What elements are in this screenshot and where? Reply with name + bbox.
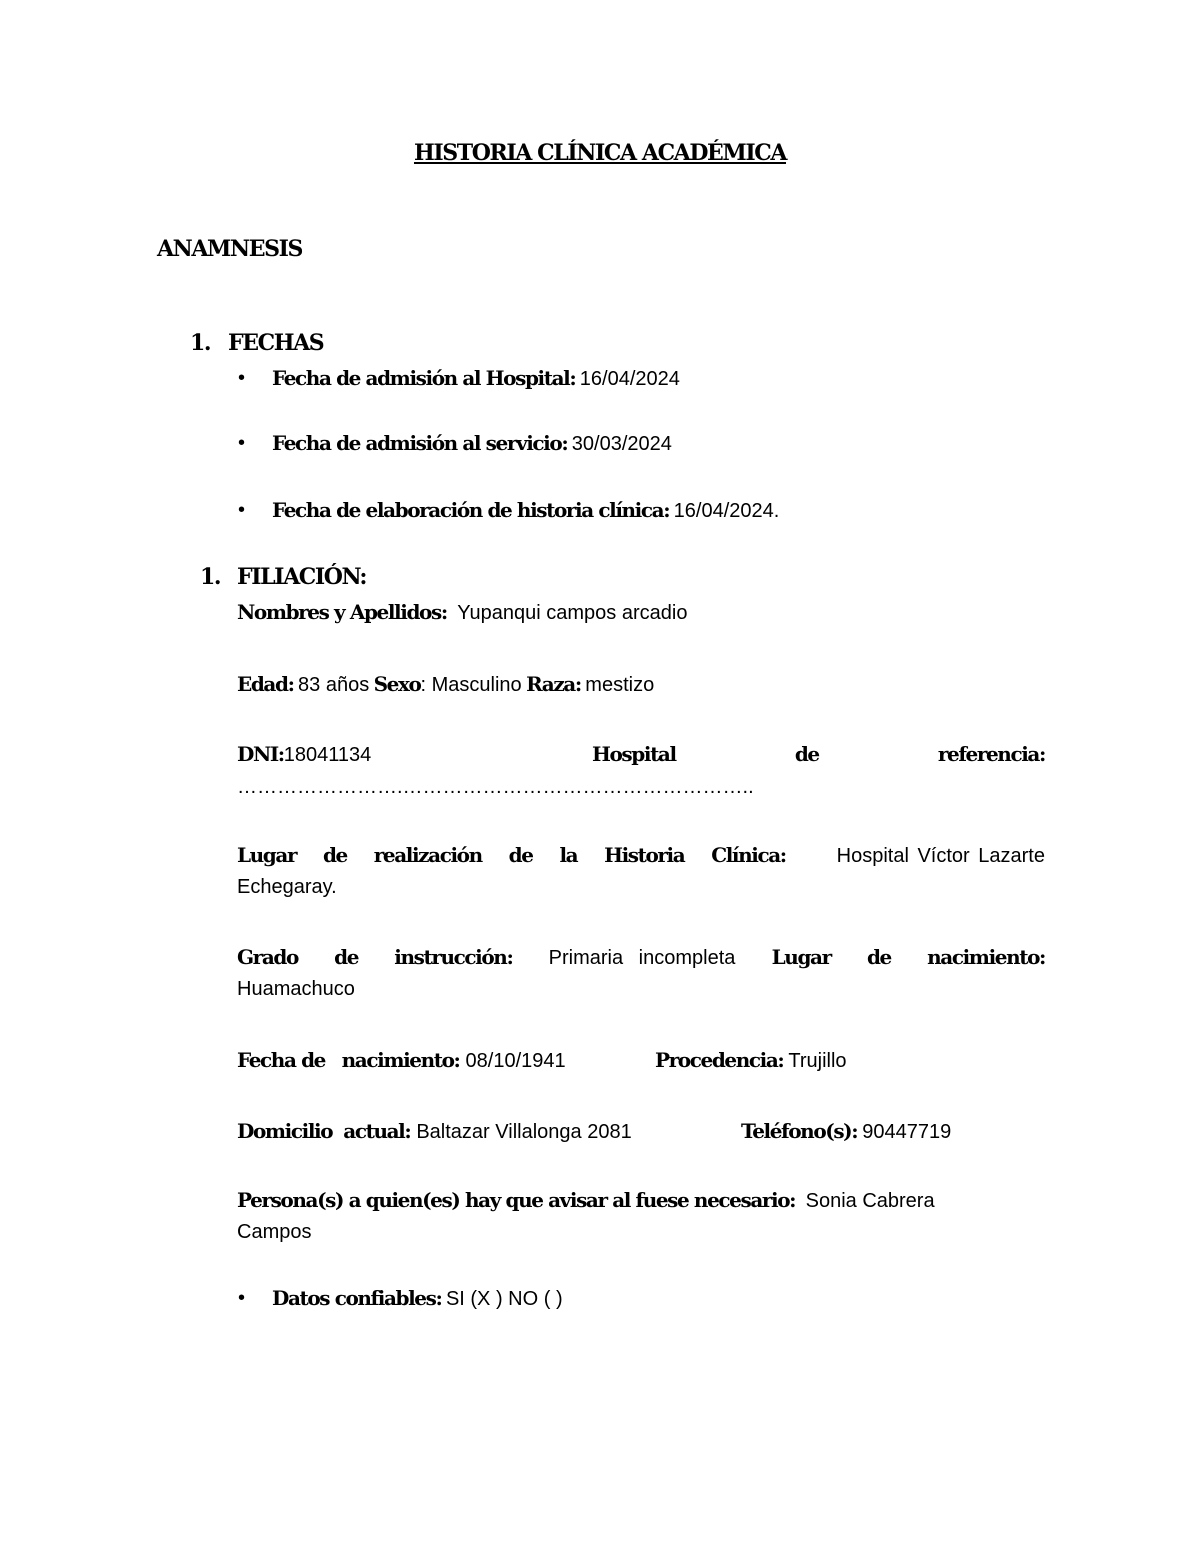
fecha-admision-servicio-value: 30/03/2024 — [571, 433, 672, 455]
lugar-historia-word: de — [508, 843, 533, 867]
edad-value: 83 años — [298, 674, 370, 696]
lugar-historia-word: la — [559, 843, 578, 867]
lugar-nac-value: Huamachuco — [237, 978, 355, 1000]
hospital-referencia-word: de — [794, 742, 819, 766]
nombres-label: Nombres y Apellidos: — [237, 600, 447, 624]
bullet-icon: • — [238, 499, 246, 521]
lugar-historia-value-cont: Echegaray. — [237, 876, 337, 898]
bullet-icon: • — [238, 432, 246, 454]
lugar-historia-value: Hospital Víctor Lazarte — [836, 845, 1045, 867]
raza-label: Raza: — [526, 672, 581, 696]
avisar-value-cont: Campos — [237, 1221, 312, 1243]
fecha-elaboracion — [272, 498, 779, 523]
fecha-elaboracion-value: 16/04/2024. — [673, 500, 780, 522]
avisar-value: Sonia Cabrera — [805, 1190, 935, 1212]
hospital-referencia-value: …………………….…………………………………………….. — [237, 776, 754, 798]
datos-confiables-label: Datos confiables: — [272, 1286, 442, 1310]
telefono-value: 90447719 — [862, 1121, 952, 1143]
grado-word: Grado — [237, 945, 298, 969]
grado-value: Primaria incompleta — [548, 947, 736, 969]
dni-label: DNI: — [237, 742, 284, 766]
lugar-nac-word: de — [866, 945, 891, 969]
lugar-historia-word: Clínica: — [711, 843, 786, 867]
fecha-admision-hospital-value: 16/04/2024 — [579, 368, 680, 390]
telefono-row — [741, 1119, 951, 1144]
nombres-row — [237, 600, 687, 625]
hospital-referencia-word: Hospital — [592, 742, 676, 766]
dni-value: 18041134 — [283, 744, 372, 766]
fecha-nac-row — [237, 1048, 566, 1073]
sexo-value: : Masculino — [420, 674, 522, 696]
sexo-label: Sexo — [373, 672, 421, 696]
bullet-icon: • — [238, 367, 246, 389]
lugar-nac-word: nacimiento: — [927, 945, 1045, 969]
lugar-historia-word: de — [322, 843, 347, 867]
lugar-historia-word: realización — [373, 843, 482, 867]
fecha-admision-hospital-label: Fecha de admisión al Hospital: — [272, 366, 576, 390]
hospital-referencia-word: referencia: — [937, 742, 1045, 766]
datos-confiables-row — [272, 1286, 563, 1311]
grado-word: de — [334, 945, 359, 969]
hospital-referencia-label — [592, 742, 1045, 766]
lugar-historia-word: Historia — [604, 843, 685, 867]
filiacion-heading: FILIACIÓN: — [237, 564, 367, 590]
domicilio-label: Domicilio actual: — [237, 1119, 411, 1143]
lugar-historia-row — [237, 843, 1045, 868]
avisar-label: Persona(s) a quien(es) hay que avisar al fuese necesario: — [237, 1188, 796, 1212]
filiacion-number: 1. — [200, 564, 221, 590]
lugar-nac-word: Lugar — [771, 945, 831, 969]
document-title: HISTORIA CLÍNICA ACADÉMICA — [413, 140, 787, 166]
dni-row — [237, 742, 371, 767]
fecha-nac-value: 08/10/1941 — [465, 1050, 566, 1072]
edad-sexo-raza-row — [237, 672, 654, 697]
procedencia-value: Trujillo — [788, 1050, 847, 1072]
procedencia-row — [655, 1048, 847, 1073]
fecha-nac-label: Fecha de nacimiento: — [237, 1048, 460, 1072]
domicilio-row — [237, 1119, 632, 1144]
section-anamnesis: ANAMNESIS — [157, 236, 302, 262]
fechas-heading: FECHAS — [228, 330, 324, 356]
fecha-admision-servicio-label: Fecha de admisión al servicio: — [272, 431, 568, 455]
fecha-admision-hospital — [272, 366, 680, 391]
raza-value: mestizo — [585, 674, 655, 696]
avisar-row — [237, 1188, 935, 1213]
edad-label: Edad: — [237, 672, 294, 696]
datos-confiables-value: SI (X ) NO ( ) — [445, 1288, 563, 1310]
procedencia-label: Procedencia: — [655, 1048, 784, 1072]
grado-lugar-nac-row — [237, 945, 1045, 970]
telefono-label: Teléfono(s): — [741, 1119, 858, 1143]
nombres-value: Yupanqui campos arcadio — [457, 602, 688, 624]
fecha-admision-servicio — [272, 431, 672, 456]
fechas-number: 1. — [190, 330, 211, 356]
lugar-historia-word: Lugar — [237, 843, 297, 867]
domicilio-value: Baltazar Villalonga 2081 — [416, 1121, 632, 1143]
bullet-icon: • — [238, 1287, 246, 1309]
fecha-elaboracion-label: Fecha de elaboración de historia clínica: — [272, 498, 670, 522]
grado-word: instrucción: — [394, 945, 513, 969]
